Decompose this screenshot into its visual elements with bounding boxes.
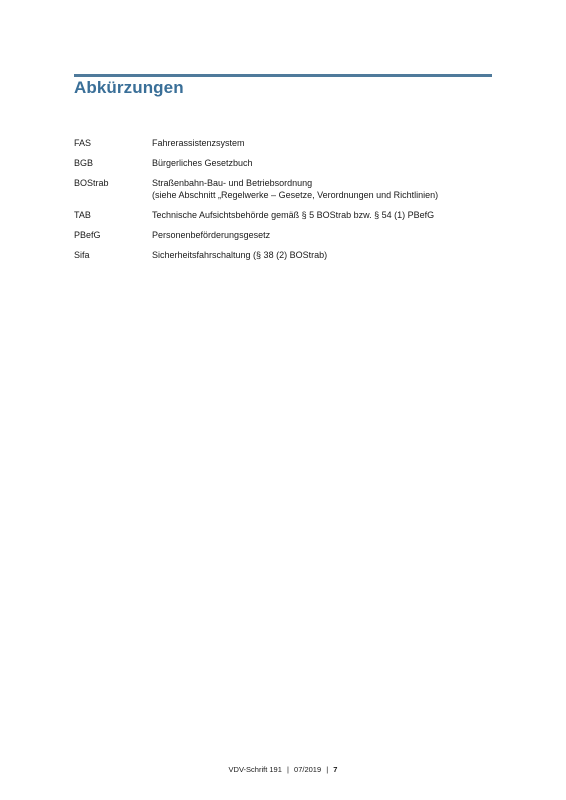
definition-line: Personenbeförderungsgesetz — [152, 230, 271, 240]
heading-rule — [74, 74, 492, 77]
abbreviation-term: PBefG — [74, 230, 101, 240]
footer-date: 07/2019 — [294, 765, 322, 774]
abbreviation-definition — [152, 157, 494, 169]
abbreviation-definition — [152, 137, 494, 149]
abbreviation-definition — [152, 229, 494, 241]
abbreviation-row — [74, 157, 494, 169]
footer-separator: | — [326, 765, 329, 774]
footer-separator: | — [286, 765, 289, 774]
definition-line: Straßenbahn-Bau- und Betriebsordnung — [152, 178, 313, 188]
definition-line: Fahrerassistenzsystem — [152, 138, 245, 148]
abbreviation-term: FAS — [74, 138, 92, 148]
abbreviation-definition — [152, 177, 494, 201]
definition-line: (siehe Abschnitt „Regelwerke – Gesetze, Verordnungen und Richtlinien) — [152, 190, 439, 200]
abbreviation-term: Sifa — [74, 250, 90, 260]
abbreviation-row — [74, 249, 494, 261]
abbreviation-term: BGB — [74, 158, 94, 168]
abbreviation-definition — [152, 209, 494, 221]
abbreviation-row — [74, 209, 494, 221]
abbreviation-row — [74, 137, 494, 149]
abbreviation-term: TAB — [74, 210, 91, 220]
definition-line: Technische Aufsichtsbehörde gemäß § 5 BOStrab bzw. § 54 (1) PBefG — [152, 210, 435, 220]
footer-document-name: VDV-Schrift 191 — [228, 765, 282, 774]
abbreviation-definition — [152, 249, 494, 261]
definition-line: Sicherheitsfahrschaltung (§ 38 (2) BOStrab) — [152, 250, 328, 260]
page-number: 7 — [333, 765, 338, 774]
page-footer — [0, 765, 566, 774]
definition-line: Bürgerliches Gesetzbuch — [152, 158, 253, 168]
abbreviation-term: BOStrab — [74, 178, 109, 188]
abbreviation-row — [74, 177, 494, 201]
abbreviation-row — [74, 229, 494, 241]
page-title: Abkürzungen — [74, 78, 184, 97]
abbreviation-list — [74, 137, 494, 269]
